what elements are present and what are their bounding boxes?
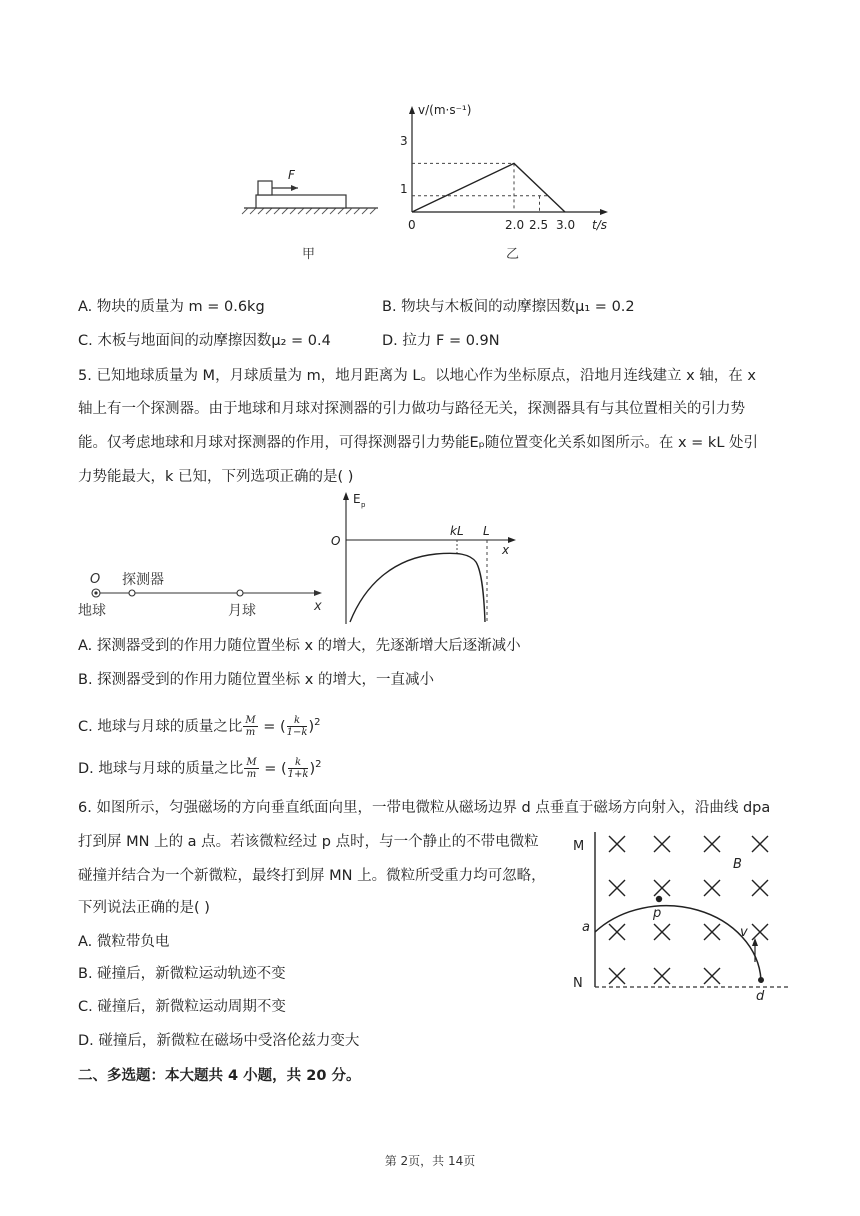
q6-option-c: C. 碰撞后，新微粒运动周期不变 — [78, 999, 286, 1015]
q6-option-d: D. 碰撞后，新微粒在磁场中受洛伦兹力变大 — [78, 1033, 360, 1049]
field-into-page-mark — [752, 924, 768, 940]
field-into-page-mark — [609, 836, 625, 852]
field-into-page-mark — [752, 880, 768, 896]
kl-label: kL — [450, 524, 464, 538]
q4-option-b: B. 物块与木板间的动摩擦因数μ₁ = 0.2 — [382, 299, 635, 315]
label-a: a — [582, 920, 590, 935]
point-p — [656, 896, 662, 902]
graph-x-label: x — [502, 543, 510, 557]
q6-option-a: A. 微粒带负电 — [78, 934, 170, 950]
caption-jia: 甲 — [302, 247, 316, 260]
x-tick-2: 2.0 — [505, 218, 525, 232]
mass-ratio-fraction: $\frac{M}{m}$ — [245, 715, 256, 739]
moon-label: 月球 — [228, 603, 256, 619]
q5-option-c: C. 地球与月球的质量之比 $\frac{M}{m}$ = ( $\frac{k}{1-k}$ )$^2$ — [78, 715, 321, 739]
field-into-page-mark — [654, 924, 670, 940]
board — [256, 195, 346, 208]
q5-ep-graph — [326, 486, 526, 626]
caption-yi: 乙 — [506, 247, 520, 262]
label-d: d — [756, 989, 765, 1004]
x-axis-label: t/s — [592, 218, 607, 232]
field-into-page-mark — [704, 968, 720, 984]
q5-stem-line4: 力势能最大，k 已知，下列选项正确的是( ) — [78, 469, 354, 485]
y-tick-1: 1 — [400, 182, 408, 196]
label-M: M — [573, 839, 585, 854]
y-axis-label: v/(m·s⁻¹) — [418, 103, 472, 117]
vt-curve — [412, 163, 565, 212]
origin-label: O — [90, 572, 101, 587]
q4-option-c: C. 木板与地面间的动摩擦因数μ₂ = 0.4 — [78, 333, 331, 349]
label-B: B — [733, 857, 742, 872]
label-N: N — [573, 976, 583, 991]
page-number-footer: 第 2页，共 14页 — [384, 1154, 476, 1168]
q6-option-b: B. 碰撞后，新微粒运动轨迹不变 — [78, 966, 286, 982]
q5-stem-line1: 5. 已知地球质量为 M，月球质量为 m，地月距离为 L。以地心作为坐标原点，沿地月连线建立 x 轴，在 x — [78, 368, 756, 384]
earth-label: 地球 — [78, 603, 106, 619]
ep-label-p: p — [361, 501, 366, 509]
q5-option-c-text: C. 地球与月球的质量之比 — [78, 718, 243, 735]
field-into-page-mark — [609, 968, 625, 984]
q5-axis-figure — [78, 566, 340, 622]
q6-magnetic-field-figure — [570, 824, 802, 1008]
y-tick-3: 3 — [400, 134, 408, 148]
detector-marker — [129, 590, 135, 596]
label-v: v — [740, 925, 748, 940]
axis-x-label: x — [314, 599, 322, 614]
field-into-page-mark — [654, 968, 670, 984]
field-into-page-mark — [704, 880, 720, 896]
q4-option-d: D. 拉力 F = 0.9N — [382, 333, 500, 349]
graph-origin: O — [331, 534, 341, 548]
q6-stem-line2: 打到屏 MN 上的 a 点。若该微粒经过 p 点时，与一个静止的不带电微粒 — [78, 834, 539, 850]
q6-stem-line4: 下列说法正确的是( ) — [78, 900, 210, 916]
q6-stem-line1: 6. 如图所示，匀强磁场的方向垂直纸面向里，一带电微粒从磁场边界 d 点垂直于磁场方向射入，沿曲线 dpa — [78, 800, 771, 816]
q6-stem-line3: 碰撞并结合为一个新微粒，最终打到屏 MN 上。微粒所受重力均可忽略， — [78, 868, 546, 884]
detector-label: 探测器 — [122, 572, 164, 588]
q5-option-a: A. 探测器受到的作用力随位置坐标 x 的增大，先逐渐增大后逐渐减小 — [78, 638, 521, 654]
k-fraction-d: $\frac{k}{1+k}$ — [287, 757, 309, 781]
x-tick-2-5: 2.5 — [529, 218, 549, 232]
field-into-page-mark — [654, 836, 670, 852]
q5-option-b: B. 探测器受到的作用力随位置坐标 x 的增大，一直减小 — [78, 672, 434, 688]
figure-yi-vt-graph — [360, 96, 630, 266]
moon-marker — [237, 590, 243, 596]
block — [258, 181, 272, 195]
label-p: p — [653, 906, 662, 921]
ep-curve — [350, 553, 485, 622]
q5-option-d: D. 地球与月球的质量之比 $\frac{M}{m}$ = ( $\frac{k}{1+k}$ )$^2$ — [78, 757, 322, 781]
q5-stem-line2: 轴上有一个探测器。由于地球和月球对探测器的引力做功与路径无关，探测器具有与其位置相关的引力势 — [78, 401, 745, 417]
k-fraction-c: $\frac{k}{1-k}$ — [286, 715, 308, 739]
field-into-page-mark — [609, 880, 625, 896]
point-d — [758, 977, 764, 983]
x-tick-0: 0 — [408, 218, 416, 232]
field-into-page-mark — [609, 924, 625, 940]
field-into-page-mark — [704, 836, 720, 852]
mass-ratio-fraction-d: $\frac{M}{m}$ — [246, 757, 257, 781]
section-heading-multiple-choice: 二、多选题：本大题共 4 小题，共 20 分。 — [78, 1068, 361, 1084]
field-into-page-mark — [704, 924, 720, 940]
q4-option-a: A. 物块的质量为 m = 0.6kg — [78, 299, 265, 315]
field-into-page-mark — [654, 880, 670, 896]
l-label: L — [483, 524, 490, 538]
trajectory-dpa — [595, 906, 761, 980]
x-tick-3: 3.0 — [556, 218, 576, 232]
q5-stem-line3: 能。仅考虑地球和月球对探测器的作用，可得探测器引力势能Eₚ随位置变化关系如图所示。在 x = kL 处引 — [78, 435, 759, 451]
q5-option-d-text: D. 地球与月球的质量之比 — [78, 760, 244, 777]
force-label: F — [288, 168, 295, 182]
ep-label-e: E — [353, 492, 361, 506]
field-into-page-mark — [752, 836, 768, 852]
